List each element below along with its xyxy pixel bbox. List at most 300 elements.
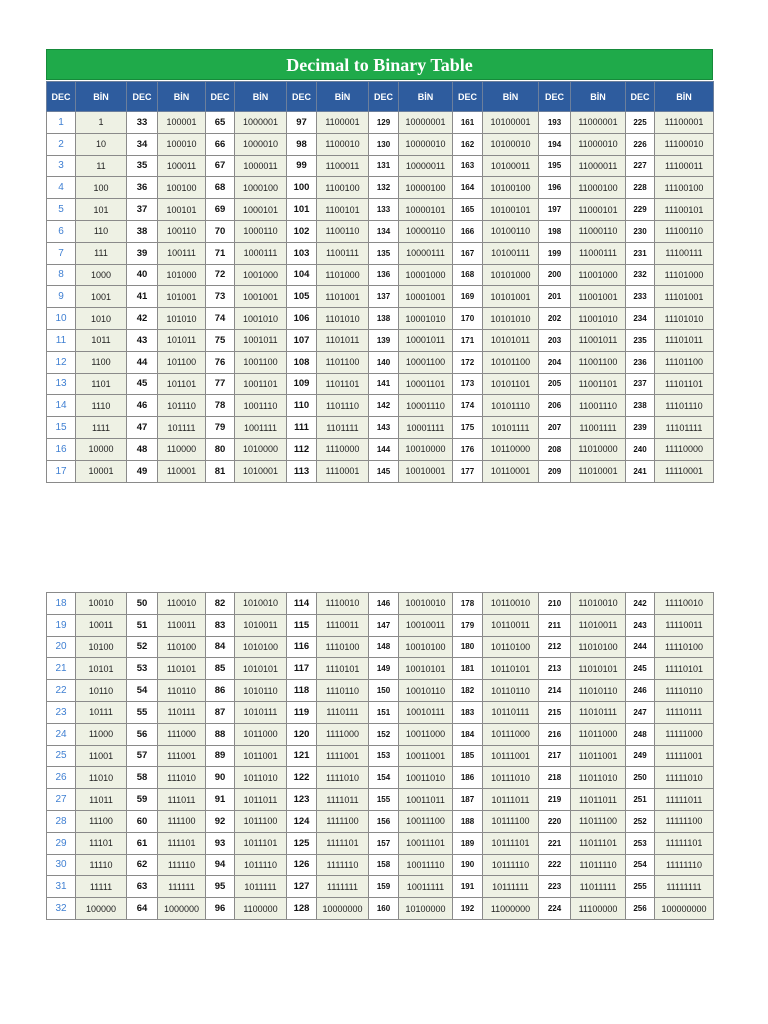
decimal-cell: 186 xyxy=(453,767,483,789)
decimal-cell: 14 xyxy=(47,395,76,417)
decimal-cell: 238 xyxy=(626,395,655,417)
table-row xyxy=(47,264,714,286)
table-row xyxy=(47,417,714,439)
decimal-cell: 98 xyxy=(287,133,317,155)
binary-cell: 11111 xyxy=(76,876,127,898)
binary-cell: 11101010 xyxy=(655,308,714,330)
decimal-cell: 140 xyxy=(369,351,399,373)
table-row xyxy=(47,133,714,155)
decimal-cell: 73 xyxy=(206,286,235,308)
decimal-cell: 100 xyxy=(287,177,317,199)
binary-cell: 1011101 xyxy=(235,832,287,854)
binary-cell: 1110111 xyxy=(317,701,369,723)
decimal-cell: 178 xyxy=(453,593,483,615)
binary-cell: 10100101 xyxy=(483,199,539,221)
decimal-cell: 206 xyxy=(539,395,571,417)
decimal-cell: 151 xyxy=(369,701,399,723)
binary-cell: 11001 xyxy=(76,745,127,767)
binary-cell: 1 xyxy=(76,112,127,134)
binary-cell: 1000111 xyxy=(235,242,287,264)
decimal-cell: 210 xyxy=(539,593,571,615)
decimal-cell: 248 xyxy=(626,723,655,745)
decimal-cell: 175 xyxy=(453,417,483,439)
binary-cell: 1000011 xyxy=(235,155,287,177)
binary-cell: 11110011 xyxy=(655,614,714,636)
binary-cell: 100110 xyxy=(158,220,206,242)
binary-cell: 11100011 xyxy=(655,155,714,177)
decimal-cell: 53 xyxy=(127,658,158,680)
decimal-cell: 15 xyxy=(47,417,76,439)
binary-cell: 10110 xyxy=(76,680,127,702)
decimal-cell: 103 xyxy=(287,242,317,264)
binary-cell: 11111000 xyxy=(655,723,714,745)
binary-cell: 101100 xyxy=(158,351,206,373)
binary-cell: 1100101 xyxy=(317,199,369,221)
binary-cell: 1110100 xyxy=(317,636,369,658)
decimal-cell: 88 xyxy=(206,723,235,745)
binary-cell: 10011011 xyxy=(399,789,453,811)
binary-cell: 1010 xyxy=(76,308,127,330)
binary-cell: 11000110 xyxy=(571,220,626,242)
binary-cell: 10110011 xyxy=(483,614,539,636)
binary-cell: 110001 xyxy=(158,460,206,482)
binary-cell: 101000 xyxy=(158,264,206,286)
decimal-cell: 67 xyxy=(206,155,235,177)
decimal-cell: 250 xyxy=(626,767,655,789)
decimal-cell: 182 xyxy=(453,680,483,702)
decimal-cell: 108 xyxy=(287,351,317,373)
binary-cell: 101111 xyxy=(158,417,206,439)
decimal-cell: 195 xyxy=(539,155,571,177)
decimal-cell: 113 xyxy=(287,460,317,482)
binary-cell: 100101 xyxy=(158,199,206,221)
binary-cell: 11101110 xyxy=(655,395,714,417)
binary-cell: 1011 xyxy=(76,329,127,351)
binary-cell: 10100100 xyxy=(483,177,539,199)
binary-cell: 1101111 xyxy=(317,417,369,439)
decimal-cell: 77 xyxy=(206,373,235,395)
column-header-dec: DEC xyxy=(47,82,76,112)
decimal-cell: 219 xyxy=(539,789,571,811)
binary-cell: 10000011 xyxy=(399,155,453,177)
binary-cell: 10000110 xyxy=(399,220,453,242)
decimal-cell: 150 xyxy=(369,680,399,702)
binary-cell: 1001011 xyxy=(235,329,287,351)
binary-cell: 111101 xyxy=(158,832,206,854)
decimal-cell: 35 xyxy=(127,155,158,177)
decimal-cell: 203 xyxy=(539,329,571,351)
table-header-row xyxy=(47,82,714,112)
binary-cell: 10011001 xyxy=(399,745,453,767)
decimal-cell: 255 xyxy=(626,876,655,898)
binary-cell: 1101 xyxy=(76,373,127,395)
decimal-cell: 65 xyxy=(206,112,235,134)
decimal-cell: 232 xyxy=(626,264,655,286)
decimal-cell: 213 xyxy=(539,658,571,680)
decimal-cell: 5 xyxy=(47,199,76,221)
decimal-cell: 122 xyxy=(287,767,317,789)
binary-cell: 11000 xyxy=(76,723,127,745)
decimal-cell: 97 xyxy=(287,112,317,134)
decimal-cell: 171 xyxy=(453,329,483,351)
decimal-cell: 197 xyxy=(539,199,571,221)
decimal-cell: 244 xyxy=(626,636,655,658)
decimal-cell: 94 xyxy=(206,854,235,876)
decimal-cell: 165 xyxy=(453,199,483,221)
binary-cell: 10111000 xyxy=(483,723,539,745)
decimal-cell: 37 xyxy=(127,199,158,221)
binary-cell: 10001 xyxy=(76,460,127,482)
binary-table-bottom xyxy=(46,592,714,920)
table-row xyxy=(47,767,714,789)
decimal-cell: 50 xyxy=(127,593,158,615)
decimal-cell: 105 xyxy=(287,286,317,308)
decimal-cell: 123 xyxy=(287,789,317,811)
binary-cell: 10001111 xyxy=(399,417,453,439)
binary-cell: 10011000 xyxy=(399,723,453,745)
binary-cell: 1101110 xyxy=(317,395,369,417)
decimal-cell: 256 xyxy=(626,898,655,920)
binary-cell: 10001110 xyxy=(399,395,453,417)
binary-cell: 111 xyxy=(76,242,127,264)
decimal-cell: 211 xyxy=(539,614,571,636)
binary-cell: 10110010 xyxy=(483,593,539,615)
decimal-cell: 87 xyxy=(206,701,235,723)
decimal-cell: 4 xyxy=(47,177,76,199)
binary-cell: 100 xyxy=(76,177,127,199)
binary-cell: 1110001 xyxy=(317,460,369,482)
column-header-dec: DEC xyxy=(369,82,399,112)
table-row xyxy=(47,438,714,460)
decimal-cell: 40 xyxy=(127,264,158,286)
decimal-cell: 80 xyxy=(206,438,235,460)
decimal-cell: 130 xyxy=(369,133,399,155)
binary-cell: 11000111 xyxy=(571,242,626,264)
decimal-cell: 24 xyxy=(47,723,76,745)
decimal-cell: 176 xyxy=(453,438,483,460)
binary-cell: 1010011 xyxy=(235,614,287,636)
decimal-cell: 33 xyxy=(127,112,158,134)
decimal-cell: 46 xyxy=(127,395,158,417)
binary-cell: 11001110 xyxy=(571,395,626,417)
binary-cell: 11110111 xyxy=(655,701,714,723)
binary-cell: 11111001 xyxy=(655,745,714,767)
decimal-cell: 216 xyxy=(539,723,571,745)
column-header-bin: BİN xyxy=(655,82,714,112)
binary-cell: 111001 xyxy=(158,745,206,767)
decimal-cell: 56 xyxy=(127,723,158,745)
table-row xyxy=(47,636,714,658)
decimal-cell: 163 xyxy=(453,155,483,177)
binary-cell: 110011 xyxy=(158,614,206,636)
binary-cell: 110010 xyxy=(158,593,206,615)
binary-cell: 1011111 xyxy=(235,876,287,898)
binary-cell: 110100 xyxy=(158,636,206,658)
decimal-cell: 55 xyxy=(127,701,158,723)
binary-cell: 11010001 xyxy=(571,460,626,482)
table-row xyxy=(47,810,714,832)
decimal-cell: 93 xyxy=(206,832,235,854)
decimal-cell: 101 xyxy=(287,199,317,221)
table-row xyxy=(47,745,714,767)
decimal-cell: 92 xyxy=(206,810,235,832)
binary-cell: 11001000 xyxy=(571,264,626,286)
decimal-cell: 70 xyxy=(206,220,235,242)
decimal-cell: 49 xyxy=(127,460,158,482)
binary-cell: 10111110 xyxy=(483,854,539,876)
decimal-cell: 230 xyxy=(626,220,655,242)
binary-cell: 10110111 xyxy=(483,701,539,723)
decimal-cell: 221 xyxy=(539,832,571,854)
binary-cell: 11100000 xyxy=(571,898,626,920)
binary-cell: 11100110 xyxy=(655,220,714,242)
table-row xyxy=(47,199,714,221)
decimal-cell: 236 xyxy=(626,351,655,373)
decimal-cell: 249 xyxy=(626,745,655,767)
binary-cell: 11011101 xyxy=(571,832,626,854)
decimal-cell: 160 xyxy=(369,898,399,920)
decimal-cell: 149 xyxy=(369,658,399,680)
decimal-cell: 198 xyxy=(539,220,571,242)
decimal-cell: 252 xyxy=(626,810,655,832)
binary-cell: 1111111 xyxy=(317,876,369,898)
binary-cell: 1101100 xyxy=(317,351,369,373)
binary-cell: 1000000 xyxy=(158,898,206,920)
decimal-cell: 22 xyxy=(47,680,76,702)
binary-cell: 10010010 xyxy=(399,593,453,615)
binary-cell: 10000000 xyxy=(317,898,369,920)
binary-cell: 11000010 xyxy=(571,133,626,155)
decimal-cell: 117 xyxy=(287,658,317,680)
binary-cell: 10111 xyxy=(76,701,127,723)
table-row xyxy=(47,854,714,876)
binary-cell: 1110110 xyxy=(317,680,369,702)
table-row xyxy=(47,112,714,134)
decimal-cell: 146 xyxy=(369,593,399,615)
binary-cell: 10011100 xyxy=(399,810,453,832)
binary-cell: 1001000 xyxy=(235,264,287,286)
table-row xyxy=(47,373,714,395)
binary-cell: 1010010 xyxy=(235,593,287,615)
table-row xyxy=(47,460,714,482)
binary-cell: 11101 xyxy=(76,832,127,854)
binary-cell: 10000101 xyxy=(399,199,453,221)
binary-cell: 10111010 xyxy=(483,767,539,789)
decimal-cell: 204 xyxy=(539,351,571,373)
binary-cell: 11110 xyxy=(76,854,127,876)
binary-cell: 1000001 xyxy=(235,112,287,134)
column-header-bin: BİN xyxy=(158,82,206,112)
decimal-cell: 102 xyxy=(287,220,317,242)
binary-cell: 10101101 xyxy=(483,373,539,395)
binary-cell: 10110101 xyxy=(483,658,539,680)
decimal-cell: 18 xyxy=(47,593,76,615)
binary-cell: 111110 xyxy=(158,854,206,876)
binary-cell: 1111011 xyxy=(317,789,369,811)
binary-cell: 10001010 xyxy=(399,308,453,330)
binary-cell: 11001001 xyxy=(571,286,626,308)
binary-cell: 1111100 xyxy=(317,810,369,832)
decimal-cell: 158 xyxy=(369,854,399,876)
binary-cell: 11101001 xyxy=(655,286,714,308)
decimal-cell: 57 xyxy=(127,745,158,767)
binary-cell: 11111100 xyxy=(655,810,714,832)
binary-cell: 10010111 xyxy=(399,701,453,723)
column-header-bin: BİN xyxy=(571,82,626,112)
decimal-cell: 20 xyxy=(47,636,76,658)
decimal-cell: 112 xyxy=(287,438,317,460)
table-row xyxy=(47,351,714,373)
decimal-cell: 134 xyxy=(369,220,399,242)
binary-cell: 10010100 xyxy=(399,636,453,658)
binary-cell: 11110010 xyxy=(655,593,714,615)
binary-cell: 110000 xyxy=(158,438,206,460)
binary-cell: 1001 xyxy=(76,286,127,308)
binary-cell: 10011110 xyxy=(399,854,453,876)
decimal-cell: 138 xyxy=(369,308,399,330)
decimal-cell: 220 xyxy=(539,810,571,832)
binary-cell: 1101011 xyxy=(317,329,369,351)
decimal-cell: 159 xyxy=(369,876,399,898)
binary-cell: 101101 xyxy=(158,373,206,395)
binary-cell: 10101001 xyxy=(483,286,539,308)
decimal-cell: 191 xyxy=(453,876,483,898)
decimal-cell: 164 xyxy=(453,177,483,199)
decimal-cell: 148 xyxy=(369,636,399,658)
binary-cell: 11111010 xyxy=(655,767,714,789)
decimal-cell: 181 xyxy=(453,658,483,680)
decimal-cell: 193 xyxy=(539,112,571,134)
binary-cell: 1100001 xyxy=(317,112,369,134)
binary-cell: 10101011 xyxy=(483,329,539,351)
binary-cell: 100111 xyxy=(158,242,206,264)
binary-cell: 100001 xyxy=(158,112,206,134)
decimal-cell: 254 xyxy=(626,854,655,876)
binary-cell: 1011000 xyxy=(235,723,287,745)
binary-cell: 10100000 xyxy=(399,898,453,920)
decimal-cell: 199 xyxy=(539,242,571,264)
binary-cell: 1001010 xyxy=(235,308,287,330)
decimal-cell: 168 xyxy=(453,264,483,286)
decimal-cell: 135 xyxy=(369,242,399,264)
decimal-cell: 253 xyxy=(626,832,655,854)
decimal-cell: 251 xyxy=(626,789,655,811)
table-row xyxy=(47,308,714,330)
decimal-cell: 215 xyxy=(539,701,571,723)
binary-cell: 10001100 xyxy=(399,351,453,373)
decimal-cell: 31 xyxy=(47,876,76,898)
decimal-cell: 222 xyxy=(539,854,571,876)
decimal-cell: 10 xyxy=(47,308,76,330)
binary-cell: 11111110 xyxy=(655,854,714,876)
column-header-dec: DEC xyxy=(453,82,483,112)
binary-cell: 10001101 xyxy=(399,373,453,395)
binary-cell: 10010 xyxy=(76,593,127,615)
decimal-cell: 180 xyxy=(453,636,483,658)
table-row xyxy=(47,614,714,636)
decimal-cell: 44 xyxy=(127,351,158,373)
decimal-cell: 126 xyxy=(287,854,317,876)
decimal-cell: 185 xyxy=(453,745,483,767)
decimal-cell: 47 xyxy=(127,417,158,439)
table-row xyxy=(47,898,714,920)
decimal-cell: 118 xyxy=(287,680,317,702)
decimal-cell: 187 xyxy=(453,789,483,811)
decimal-cell: 51 xyxy=(127,614,158,636)
binary-cell: 1000110 xyxy=(235,220,287,242)
decimal-cell: 144 xyxy=(369,438,399,460)
decimal-cell: 114 xyxy=(287,593,317,615)
binary-cell: 11 xyxy=(76,155,127,177)
binary-cell: 1010110 xyxy=(235,680,287,702)
decimal-cell: 36 xyxy=(127,177,158,199)
binary-cell: 11110001 xyxy=(655,460,714,482)
binary-cell: 1110010 xyxy=(317,593,369,615)
table-row xyxy=(47,832,714,854)
decimal-cell: 59 xyxy=(127,789,158,811)
decimal-cell: 172 xyxy=(453,351,483,373)
binary-cell: 11010110 xyxy=(571,680,626,702)
decimal-cell: 54 xyxy=(127,680,158,702)
decimal-cell: 223 xyxy=(539,876,571,898)
decimal-cell: 136 xyxy=(369,264,399,286)
binary-cell: 11110000 xyxy=(655,438,714,460)
binary-cell: 1101101 xyxy=(317,373,369,395)
binary-cell: 10001000 xyxy=(399,264,453,286)
decimal-cell: 162 xyxy=(453,133,483,155)
decimal-cell: 119 xyxy=(287,701,317,723)
decimal-cell: 2 xyxy=(47,133,76,155)
binary-cell: 10100010 xyxy=(483,133,539,155)
binary-cell: 11011010 xyxy=(571,767,626,789)
binary-cell: 11100 xyxy=(76,810,127,832)
binary-cell: 100000000 xyxy=(655,898,714,920)
binary-cell: 11010100 xyxy=(571,636,626,658)
binary-cell: 11101000 xyxy=(655,264,714,286)
decimal-cell: 127 xyxy=(287,876,317,898)
column-header-bin: BİN xyxy=(76,82,127,112)
table-row xyxy=(47,329,714,351)
decimal-cell: 21 xyxy=(47,658,76,680)
decimal-cell: 124 xyxy=(287,810,317,832)
decimal-cell: 52 xyxy=(127,636,158,658)
binary-cell: 1011001 xyxy=(235,745,287,767)
binary-cell: 101110 xyxy=(158,395,206,417)
decimal-cell: 23 xyxy=(47,701,76,723)
decimal-cell: 225 xyxy=(626,112,655,134)
decimal-cell: 228 xyxy=(626,177,655,199)
binary-cell: 10000001 xyxy=(399,112,453,134)
decimal-cell: 7 xyxy=(47,242,76,264)
binary-cell: 1000 xyxy=(76,264,127,286)
decimal-cell: 120 xyxy=(287,723,317,745)
decimal-cell: 58 xyxy=(127,767,158,789)
decimal-cell: 38 xyxy=(127,220,158,242)
decimal-cell: 39 xyxy=(127,242,158,264)
binary-cell: 11000001 xyxy=(571,112,626,134)
decimal-cell: 84 xyxy=(206,636,235,658)
decimal-cell: 227 xyxy=(626,155,655,177)
decimal-cell: 115 xyxy=(287,614,317,636)
decimal-cell: 13 xyxy=(47,373,76,395)
binary-cell: 1010100 xyxy=(235,636,287,658)
binary-cell: 1010111 xyxy=(235,701,287,723)
decimal-cell: 99 xyxy=(287,155,317,177)
binary-cell: 11101101 xyxy=(655,373,714,395)
binary-cell: 10011111 xyxy=(399,876,453,898)
binary-cell: 11000011 xyxy=(571,155,626,177)
table-row xyxy=(47,286,714,308)
